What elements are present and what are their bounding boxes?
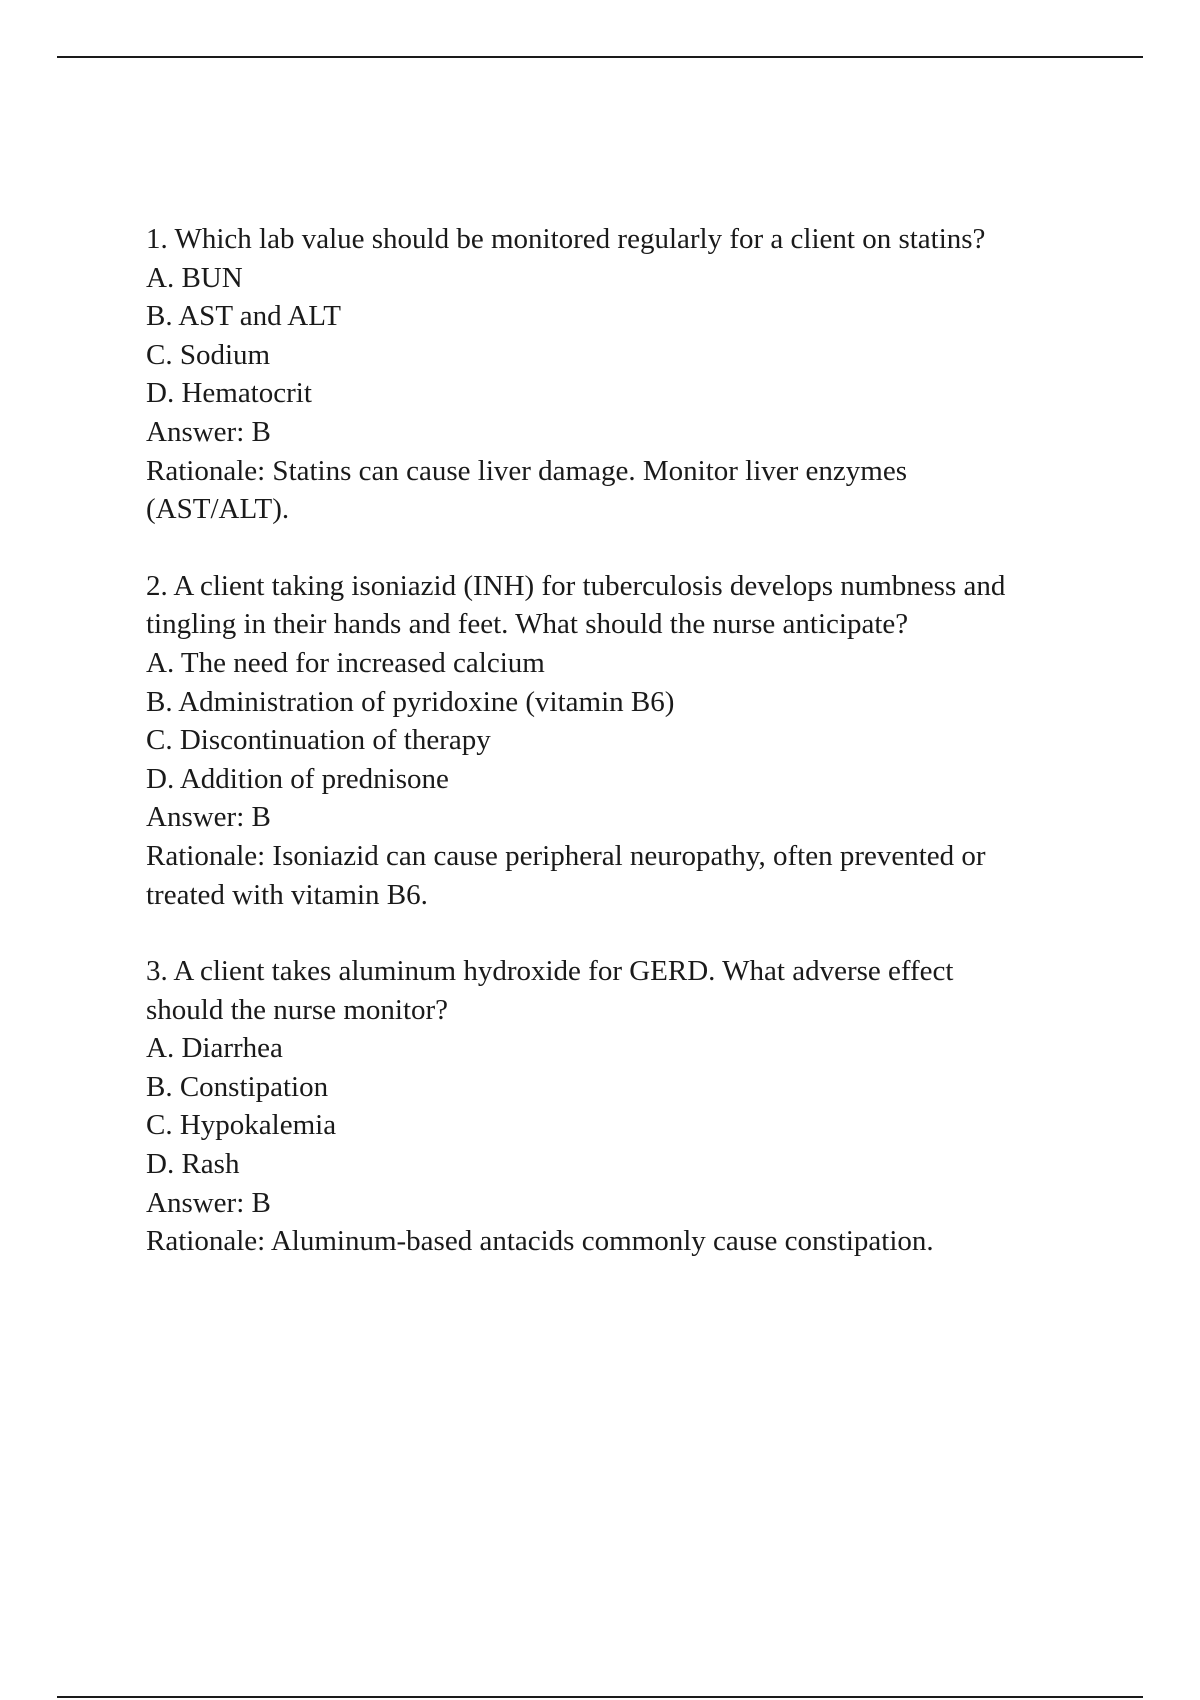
document-body xyxy=(146,220,1026,1299)
option-c: C. Hypokalemia xyxy=(146,1109,337,1142)
option-a: A. BUN xyxy=(146,261,243,294)
option-b: B. Constipation xyxy=(146,1070,329,1103)
question-stem: 1. Which lab value should be monitored regularly for a client on statins? xyxy=(146,223,986,255)
footer-rule xyxy=(57,1696,1143,1698)
answer: Answer: B xyxy=(146,801,271,834)
question-2 xyxy=(146,567,1026,914)
rationale: Rationale: Statins can cause liver damage. Monitor liver enzymes (AST/ALT). xyxy=(146,454,908,526)
option-b: B. AST and ALT xyxy=(146,300,341,333)
option-d: D. Rash xyxy=(146,1148,240,1181)
question-stem: 3. A client takes aluminum hydroxide for GERD. What adverse effect should the nurse monitor? xyxy=(146,955,954,1026)
option-a: A. The need for increased calcium xyxy=(146,646,545,679)
option-d: D. Hematocrit xyxy=(146,377,312,410)
option-c: C. Discontinuation of therapy xyxy=(146,724,491,757)
header-rule xyxy=(57,56,1143,58)
option-b: B. Administration of pyridoxine (vitamin B6) xyxy=(146,685,675,718)
question-3 xyxy=(146,952,1026,1261)
option-a: A. Diarrhea xyxy=(146,1032,283,1065)
answer: Answer: B xyxy=(146,1186,271,1219)
option-c: C. Sodium xyxy=(146,338,271,371)
question-1 xyxy=(146,220,1026,529)
question-stem: 2. A client taking isoniazid (INH) for tuberculosis develops numbness and tingling in their hands and feet. What should the nurse anticipate? xyxy=(146,569,1006,641)
rationale: Rationale: Aluminum-based antacids commonly cause constipation. xyxy=(146,1225,934,1258)
option-d: D. Addition of prednisone xyxy=(146,762,449,795)
answer: Answer: B xyxy=(146,415,271,448)
rationale: Rationale: Isoniazid can cause peripheral neuropathy, often prevented or treated with vitamin B6. xyxy=(146,839,986,911)
